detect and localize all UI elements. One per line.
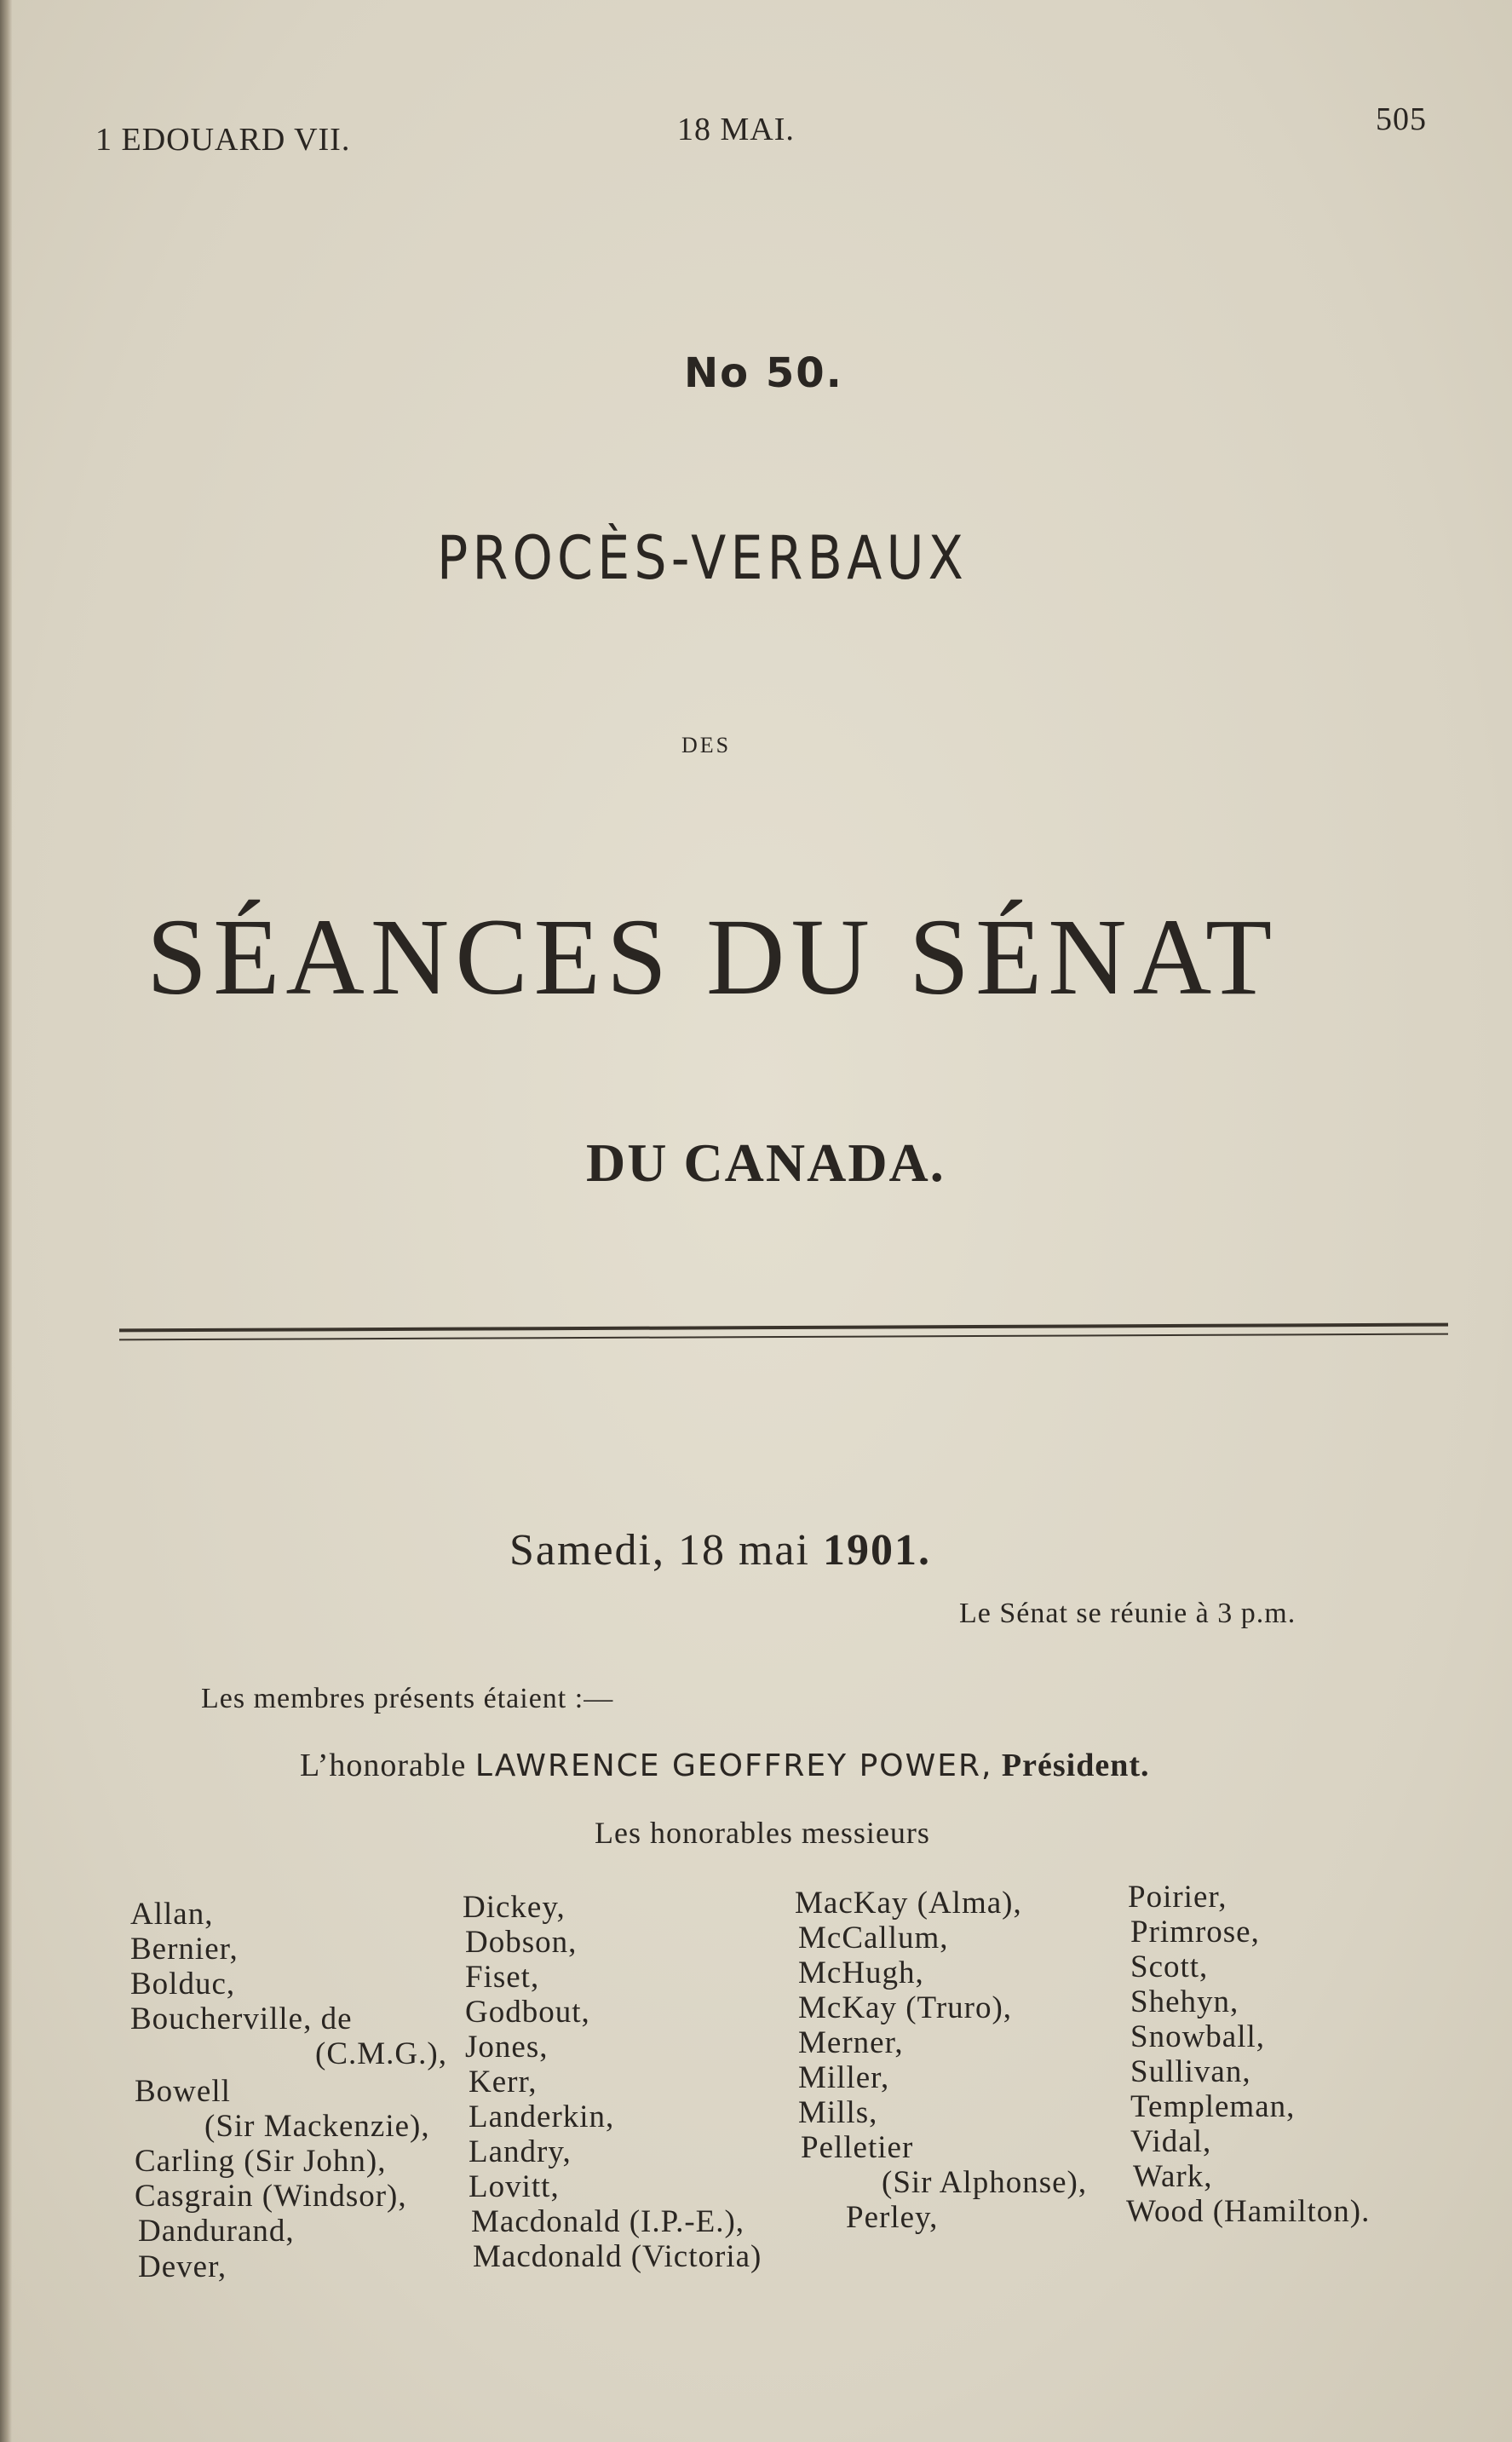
member-name: Wark, [1133,2159,1213,2194]
member-name: Casgrain (Windsor), [135,2179,407,2214]
sitting-date-prefix: Samedi, 18 mai [509,1526,810,1575]
member-name: Poirier, [1128,1880,1227,1915]
title-du-canada: DU CANADA. [586,1132,946,1193]
header-regnal-year: 1 EDOUARD VII. [95,122,351,158]
title-seances-du-senat: SÉANCES DU SÉNAT [147,896,1279,1017]
member-name: Carling (Sir John), [135,2144,387,2179]
member-name: Dickey, [463,1890,566,1925]
member-name: Miller, [798,2060,890,2095]
member-name-continuation: (Sir Mackenzie), [204,2109,430,2144]
title-rule-thin [119,1333,1448,1341]
document-number: No 50. [684,349,843,397]
member-name: Dever, [138,2249,227,2284]
member-name: Bolduc, [130,1967,236,2001]
member-name: Macdonald (Victoria) [473,2239,762,2274]
president-name: LAWRENCE GEOFFREY POWER, [474,1748,993,1783]
member-name-continuation: (Sir Alphonse), [882,2165,1088,2200]
member-name: Merner, [798,2025,904,2060]
member-name: Templeman, [1130,2089,1296,2124]
member-name: Lovitt, [469,2169,560,2204]
member-name: Perley, [846,2200,939,2235]
member-name: MacKay (Alma), [795,1886,1022,1921]
header-page-number: 505 [1376,101,1427,137]
member-name: Landerkin, [469,2099,615,2134]
member-name: Kerr, [469,2065,538,2099]
title-rule-thick [119,1323,1448,1333]
president-title: Président. [1001,1748,1150,1783]
president-line [300,1747,1150,1784]
sitting-year: 1901. [822,1526,931,1575]
member-name: Boucherville, de [130,2001,353,2036]
member-name-continuation: (C.M.G.), [315,2036,447,2071]
member-name: Mills, [798,2095,878,2130]
member-name: Macdonald (I.P.-E.), [471,2204,745,2239]
header-date: 18 MAI. [677,112,795,147]
member-name: Vidal, [1130,2124,1212,2159]
member-name: Primrose, [1130,1915,1260,1950]
member-name: McKay (Truro), [798,1990,1013,2025]
member-name: Godbout, [465,1995,590,2030]
member-name: Dobson, [465,1925,578,1960]
member-name: Snowball, [1130,2019,1266,2054]
meeting-note: Le Sénat se réunie à 3 p.m. [959,1598,1296,1629]
member-name: Shehyn, [1130,1984,1239,2019]
title-des: DES [681,733,732,757]
member-name: Fiset, [465,1960,540,1995]
sitting-date [509,1525,931,1575]
member-name: Jones, [465,2030,549,2065]
member-name: Allan, [130,1897,214,1932]
member-name: Wood (Hamilton). [1126,2194,1371,2229]
title-proces-verbaux: PROCÈS-VERBAUX [437,523,969,593]
member-name: Bernier, [130,1932,239,1967]
senators-heading: Les honorables messieurs [595,1816,930,1850]
member-name: Scott, [1130,1950,1209,1984]
page-binding-edge [0,0,12,2442]
member-name: Dandurand, [138,2214,295,2249]
members-intro: Les membres présents étaient :— [201,1683,614,1714]
president-prefix: L’honorable [300,1748,467,1783]
member-name: McCallum, [798,1921,949,1955]
member-name: Sullivan, [1130,2054,1251,2089]
member-name: McHugh, [798,1955,924,1990]
member-name: Landry, [469,2134,572,2169]
member-name: Bowell [135,2074,231,2109]
member-name: Pelletier [801,2130,914,2165]
